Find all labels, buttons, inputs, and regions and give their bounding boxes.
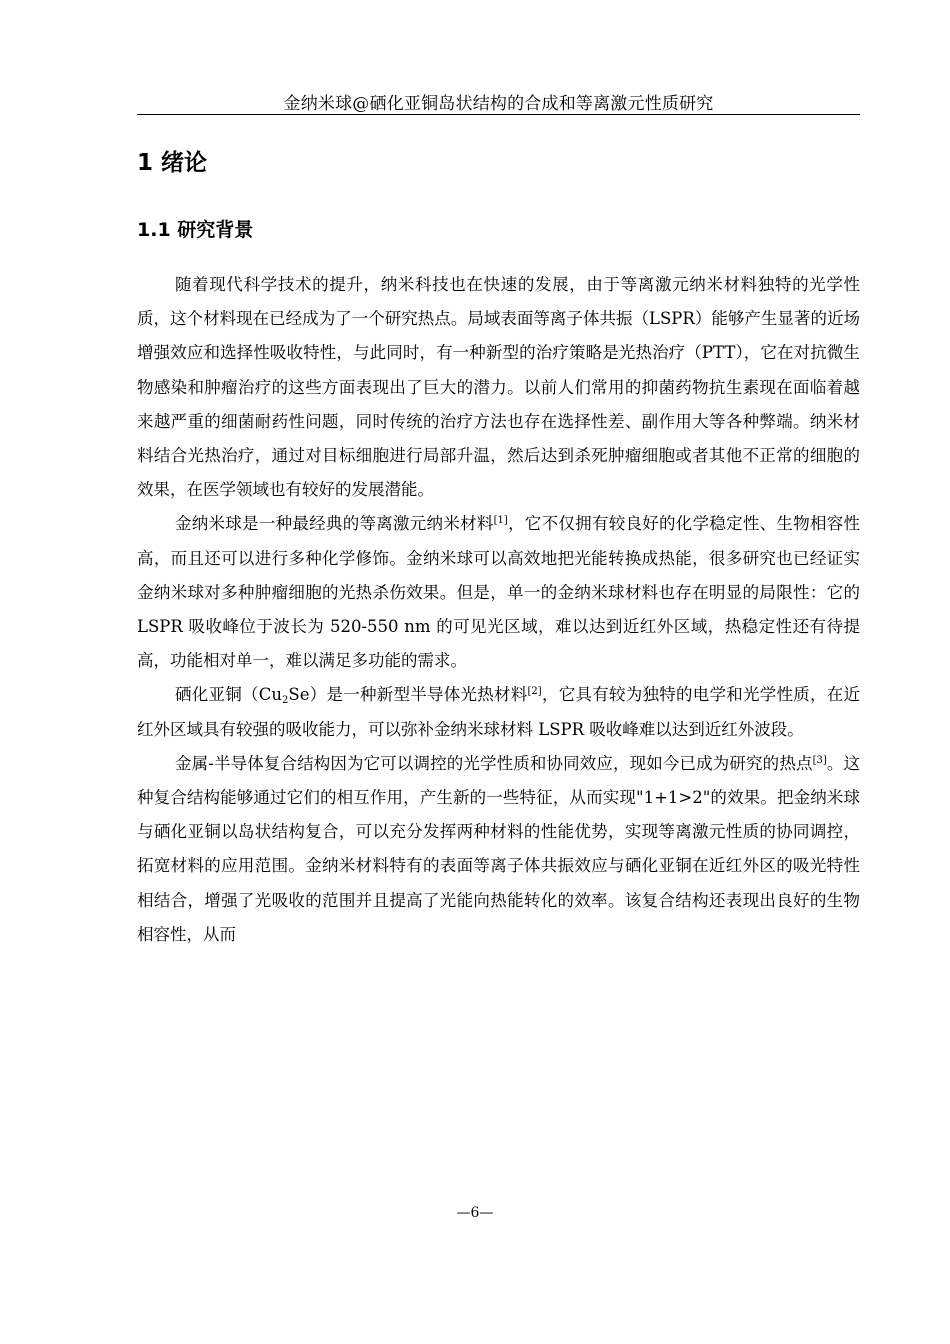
- paragraph-3: [137, 678, 860, 746]
- paragraph-2: [137, 507, 860, 678]
- citation-ref-3: [3]: [812, 754, 827, 766]
- page-number: —6—: [456, 1205, 494, 1221]
- paragraph-3-text-c: ，它具有较为独特的电学和光学性质，在近红外区域具有较强的吸收能力，可以弥补金纳米球材料 LSPR 吸收峰难以达到近红外波段。: [137, 685, 860, 739]
- paragraph-4: [137, 747, 860, 952]
- citation-ref-1: [1]: [493, 515, 508, 527]
- paragraph-4-text-a: 金属-半导体复合结构因为它可以调控的光学性质和协同效应，现如今已成为研究的热点: [175, 753, 813, 773]
- body-text: [137, 268, 860, 952]
- citation-ref-2: [2]: [527, 686, 542, 698]
- paragraph-2-text-a: 金纳米球是一种最经典的等离激元纳米材料: [175, 514, 494, 534]
- paragraph-2-text-b: ，它不仅拥有较良好的化学稳定性、生物相容性高，而且还可以进行多种化学修饰。金纳米球可以高效地把光能转换成热能，很多研究也已经证实金纳米球对多种肿瘤细胞的光热杀伤效果。但是，单一的金纳米球材料也存在明显的局限性：它的 LSPR 吸收峰位于波长为 520-550 nm 的可见光区域，难以达到近红外区域，热稳定性还有待提高，功能相对单一，难以满足多功能的需求。: [137, 514, 861, 671]
- running-header: 金纳米球@硒化亚铜岛状结构的合成和等离激元性质研究: [283, 94, 714, 114]
- paragraph-1-text: 随着现代科学技术的提升，纳米科技也在快速的发展，由于等离激元纳米材料独特的光学性质，这个材料现在已经成为了一个研究热点。局域表面等离子体共振（LSPR）能够产生显著的近场增强效应和选择性吸收特性，与此同时，有一种新型的治疗策略是光热治疗（PTT），它在对抗微生物感染和肿瘤治疗的这些方面表现出了巨大的潜力。以前人们常用的抑菌药物抗生素现在面临着越来越严重的细菌耐药性问题，同时传统的治疗方法也存在选择性差、副作用大等各种弊端。纳米材料结合光热治疗，通过对目标细胞进行局部升温，然后达到杀死肿瘤细胞或者其他不正常的细胞的效果，在医学领域也有较好的发展潜能。: [137, 275, 860, 500]
- paragraph-4-text-b: 。这种复合结构能够通过它们的相互作用，产生新的一些特征，从而实现"1+1>2"的效果。把金纳米球与硒化亚铜以岛状结构复合，可以充分发挥两种材料的性能优势，实现等离激元性质的协同调控，拓宽材料的应用范围。金纳米材料特有的表面等离子体共振效应与硒化亚铜在近红外区的吸光特性相结合，增强了光吸收的范围并且提高了光能向热能转化的效率。该复合结构还表现出良好的生物相容性，从而: [137, 753, 861, 944]
- header-rule: [137, 114, 860, 115]
- paragraph-3-text-a: 硒化亚铜（Cu: [175, 685, 283, 705]
- paragraph-1: [137, 268, 860, 507]
- section-title: 1.1 研究背景: [137, 219, 254, 241]
- chapter-title: 1 绪论: [137, 150, 208, 176]
- paragraph-3-text-b: Se）是一种新型半导体光热材料: [288, 685, 528, 705]
- formula-subscript: 2: [282, 695, 289, 707]
